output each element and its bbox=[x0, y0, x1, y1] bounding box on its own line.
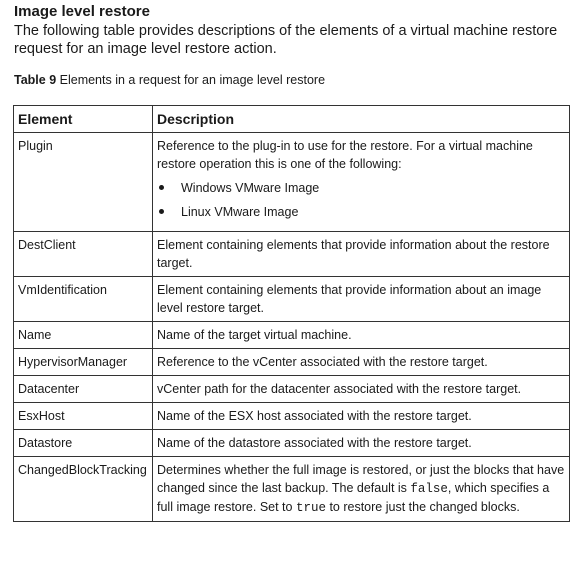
table-row bbox=[14, 133, 570, 232]
table-row bbox=[14, 376, 570, 403]
element-cell: ChangedBlockTracking bbox=[14, 457, 153, 522]
element-cell: Plugin bbox=[14, 133, 153, 232]
description-text: to restore just the changed blocks. bbox=[325, 500, 520, 514]
table-header-row bbox=[14, 106, 570, 133]
description-cell: Name of the datastore associated with the restore target. bbox=[153, 430, 570, 457]
element-cell: Datacenter bbox=[14, 376, 153, 403]
description-cell: Element containing elements that provide information about the restore target. bbox=[153, 232, 570, 277]
table-row bbox=[14, 430, 570, 457]
code-literal-true: true bbox=[295, 501, 326, 515]
list-item bbox=[157, 203, 565, 221]
list-item-text: Linux VMware Image bbox=[181, 205, 299, 219]
element-cell: DestClient bbox=[14, 232, 153, 277]
description-cell: Element containing elements that provide information about an image level restore target. bbox=[153, 277, 570, 322]
table-row bbox=[14, 457, 570, 522]
bullet-icon bbox=[159, 209, 164, 214]
table-caption bbox=[14, 73, 325, 87]
bullet-icon bbox=[159, 185, 164, 190]
table-caption-number: Table 9 bbox=[14, 73, 57, 87]
bullet-list bbox=[157, 179, 565, 221]
table-row bbox=[14, 349, 570, 376]
description-cell bbox=[153, 457, 570, 522]
element-cell: VmIdentification bbox=[14, 277, 153, 322]
elements-table bbox=[13, 105, 570, 522]
table-row bbox=[14, 403, 570, 430]
element-cell: HypervisorManager bbox=[14, 349, 153, 376]
element-cell: EsxHost bbox=[14, 403, 153, 430]
header-description: Description bbox=[153, 106, 570, 133]
description-cell: vCenter path for the datacenter associated with the restore target. bbox=[153, 376, 570, 403]
intro-paragraph: The following table provides descriptions of the elements of a virtual machine restore request for an image level restore action. bbox=[14, 23, 558, 57]
description-text: Reference to the plug-in to use for the restore. For a virtual machine restore operation this is one of the following: bbox=[157, 139, 533, 171]
list-item bbox=[157, 179, 565, 197]
section-title: Image level restore bbox=[14, 3, 150, 20]
description-cell: Name of the target virtual machine. bbox=[153, 322, 570, 349]
header-element: Element bbox=[14, 106, 153, 133]
description-text: Determines whether the full image is restored, or just the blocks that have changed since the last backup. The default is bbox=[157, 463, 565, 495]
table-caption-text: Elements in a request for an image level restore bbox=[56, 73, 326, 87]
table-row bbox=[14, 322, 570, 349]
description-text: , which specifies a full image restore. Set to bbox=[157, 481, 550, 514]
code-literal-false: false bbox=[410, 482, 448, 496]
table-row bbox=[14, 277, 570, 322]
description-cell: Name of the ESX host associated with the restore target. bbox=[153, 403, 570, 430]
table-row bbox=[14, 232, 570, 277]
description-cell: Reference to the vCenter associated with the restore target. bbox=[153, 349, 570, 376]
list-item-text: Windows VMware Image bbox=[181, 181, 320, 195]
element-cell: Datastore bbox=[14, 430, 153, 457]
description-cell bbox=[153, 133, 570, 232]
element-cell: Name bbox=[14, 322, 153, 349]
